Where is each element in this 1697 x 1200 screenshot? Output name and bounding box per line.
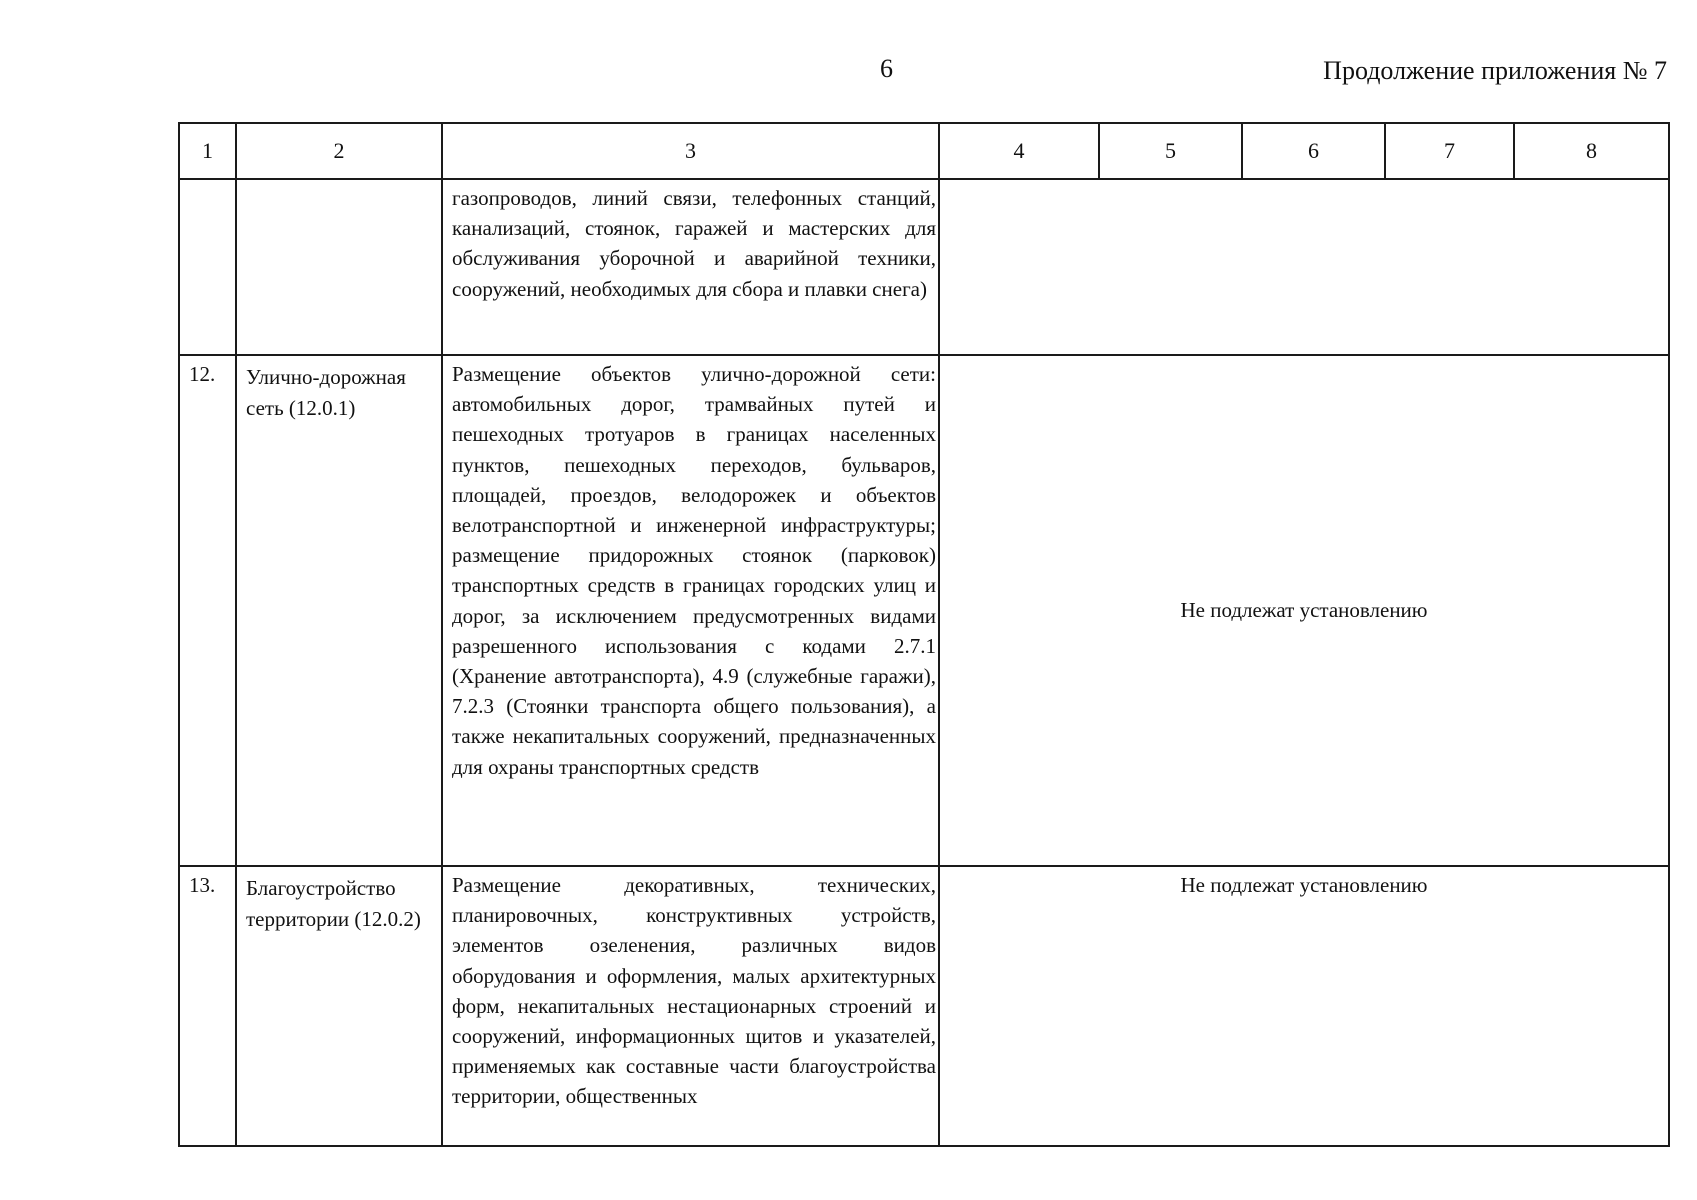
column-header: 4	[939, 123, 1099, 179]
land-use-description: Размещение декоративных, технических, планировочных, конструктивных устройств, элементов озеленения, различных видов оборудования и оформления, малых архитектурных форм, некапитальных нестационарных строений и сооружений, информационных щитов и указателей, применяемых как составные части благоустройства территории, общественных	[442, 866, 939, 1146]
row-number: 12.	[179, 355, 236, 866]
table-row	[179, 179, 1669, 355]
regulations-table	[178, 122, 1670, 1147]
land-use-description: газопроводов, линий связи, телефонных станций, канализаций, стоянок, гаражей и мастерских для обслуживания уборочной и аварийной техники, сооружений, необходимых для сбора и плавки снега)	[442, 179, 939, 355]
column-header: 8	[1514, 123, 1669, 179]
table-row	[179, 866, 1669, 1146]
parameters-cell: Не подлежат установлению	[939, 866, 1669, 1146]
land-use-name	[236, 179, 442, 355]
land-use-name: Благоустройство территории (12.0.2)	[236, 866, 442, 1146]
land-use-description: Размещение объектов улично-дорожной сети: автомобильных дорог, трамвайных путей и пешеходных тротуаров в границах населенных пунктов, пешеходных переходов, бульваров, площадей, проездов, велодорожек и объектов велотранспортной и инженерной инфраструктуры; размещение придорожных стоянок (парковок) транспортных средств в границах городских улиц и дорог, за исключением предусмотренных видами разрешенного использования с кодами 2.7.1 (Хранение автотранспорта), 4.9 (служебные гаражи), 7.2.3 (Стоянки транспорта общего пользования), а также некапитальных сооружений, предназначенных для охраны транспортных средств	[442, 355, 939, 866]
column-header: 1	[179, 123, 236, 179]
row-number: 13.	[179, 866, 236, 1146]
row-number	[179, 179, 236, 355]
parameters-cell: Не подлежат установлению	[939, 355, 1669, 866]
column-header: 2	[236, 123, 442, 179]
table-header-row	[179, 123, 1669, 179]
column-header: 7	[1385, 123, 1514, 179]
appendix-continuation-note: Продолжение приложения № 7	[1323, 56, 1667, 85]
page-number: 6	[880, 54, 893, 83]
land-use-name: Улично-дорожная сеть (12.0.1)	[236, 355, 442, 866]
column-header: 3	[442, 123, 939, 179]
column-header: 6	[1242, 123, 1385, 179]
parameters-cell	[939, 179, 1669, 355]
table-row	[179, 355, 1669, 866]
column-header: 5	[1099, 123, 1242, 179]
